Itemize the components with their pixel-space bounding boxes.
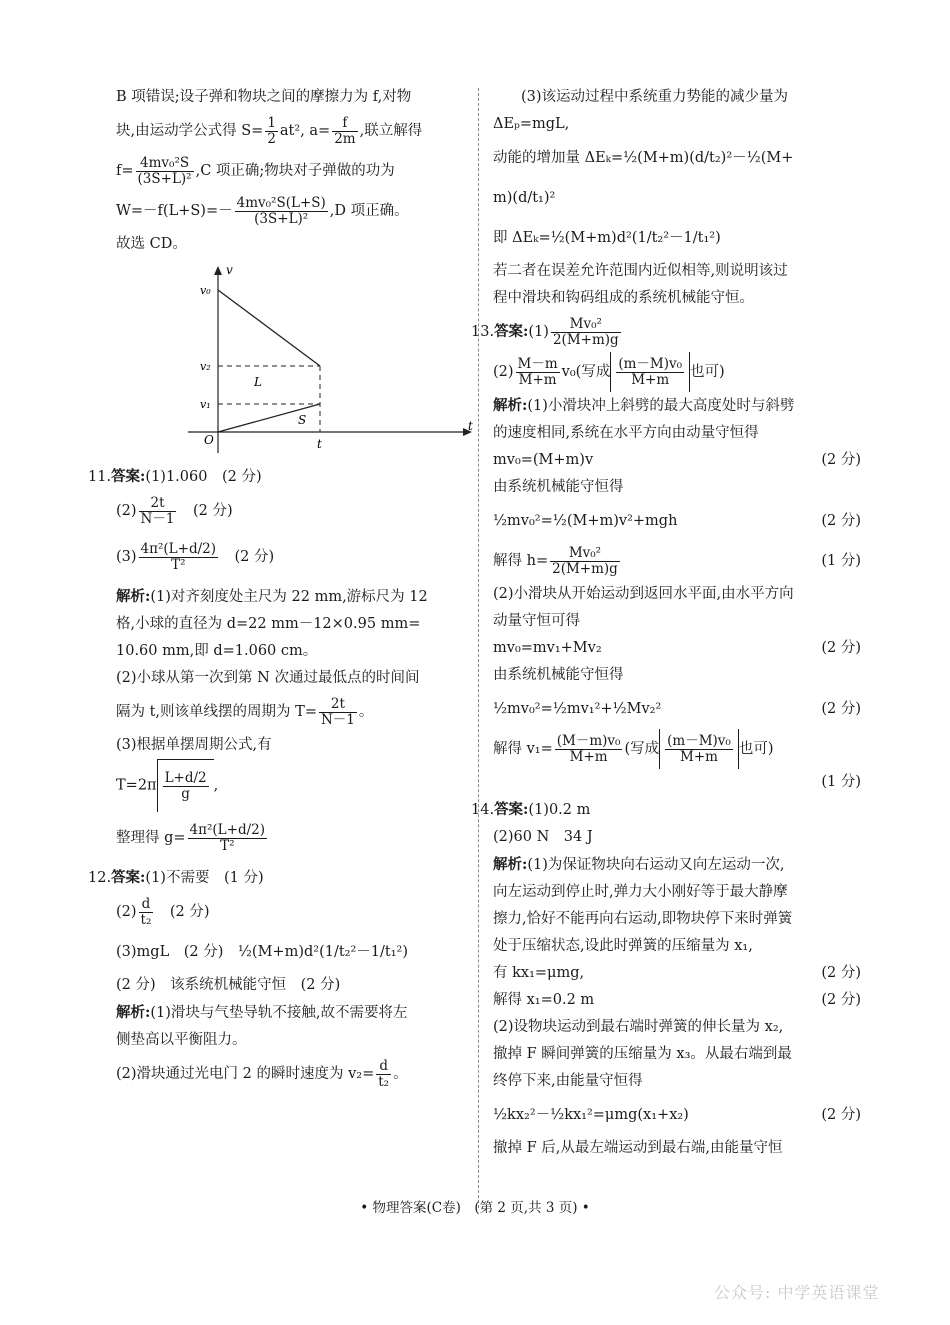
text-line: (3)根据单摆周期公式,有 — [116, 737, 272, 753]
text-line: (2)设物块运动到最右端时弹簧的伸长量为 x₂, — [493, 1019, 784, 1035]
fraction: $\frac{2t}{N-1}$ — [140, 494, 175, 527]
text-line: 处于压缩状态,设此时弹簧的压缩量为 x₁, — [493, 938, 753, 954]
fraction: $\frac{\text{4mv₀²S}}{\text{(3S+L)²}}$ — [137, 154, 192, 187]
text-line: 解得 v₁= $\frac{\text{(M－m)v₀}}{M+m}$ (写成 $\frac{\text{(m－M)v₀}}{M+m}$ 也可) — [493, 729, 861, 769]
text-line: T=2π $\frac{L+d/2}{g}$ , — [88, 759, 460, 812]
axis-label-t: t — [468, 419, 473, 433]
fraction: $\frac{\text{4mv₀²S(L+S)}}{\text{(3S+L)²}}$ — [236, 194, 326, 227]
text-line: 即 ΔEₖ=½(M+m)d²(1/t₂²－1/t₁²) — [493, 230, 721, 246]
text-line: 动量守恒可得 — [493, 613, 580, 629]
watermark: 公众号: 中学英语课堂 — [714, 1283, 880, 1302]
text-line: (3)mgL (2 分) ½(M+m)d²(1/t₂²－1/t₁²) — [116, 944, 409, 960]
text-line: ½kx₂²－½kx₁²=μmg(x₁+x₂) (2 分) — [493, 1107, 861, 1123]
text-line: 解析:(1)滑块与气垫导轨不接触,故不需要将左 — [116, 1004, 408, 1021]
text-line: (2)小球从第一次到第 N 次通过最低点的时间间 — [116, 670, 420, 686]
origin-label: O — [204, 433, 214, 447]
left-column — [88, 84, 473, 1094]
text-line: (2 分) 该系统机械能守恒 (2 分) — [116, 977, 341, 993]
fraction: $\frac{\text{Mv₀²}}{2(M+m)g}$ — [552, 544, 618, 577]
fraction: $\frac{f}{2m}$ — [334, 114, 356, 147]
text-line: 块,由运动学公式得 S= $\frac{1}{2}$ at², a= $\frac{f}{2m}$ ,联立解得 — [116, 114, 423, 147]
text-line: ½mv₀²=½(M+m)v²+mgh (2 分) — [493, 513, 861, 529]
text-line: ΔEₚ=mgL, — [493, 116, 570, 132]
fraction: $\frac{\text{(M－m)v₀}}{M+m}$ — [556, 732, 621, 765]
q14-answer: 14.答案:(1)0.2 m — [471, 801, 591, 818]
text-line: 解得 h= $\frac{\text{Mv₀²}}{2(M+m)g}$ (1 分) — [493, 544, 861, 577]
text-line: (2) $\frac{d}{\text{t₂}}$ (2 分) — [116, 895, 210, 928]
text-line: 动能的增加量 ΔEₖ=½(M+m)(d/t₂)²－½(M+ — [493, 150, 794, 166]
tick-v2: v₂ — [200, 360, 211, 373]
text-line: 程中滑块和钩码组成的系统机械能守恒。 — [493, 290, 754, 306]
text-line: mv₀=mv₁+Mv₂ (2 分) — [493, 640, 861, 656]
text-line: (2) $\frac{2t}{N-1}$ (2 分) — [116, 494, 233, 527]
axis-label-v: v — [226, 263, 233, 277]
fraction: $\frac{M-m}{M+m}$ — [517, 355, 558, 388]
text-line: 解得 x₁=0.2 m (2 分) — [493, 992, 861, 1008]
text-line: f= $\frac{\text{4mv₀²S}}{\text{(3S+L)²}}$ ,C 项正确;物块对子弹做的功为 — [116, 154, 395, 187]
text-line: (3) $\frac{\text{4π²(L+d/2)}}{\text{T²}}$ (2 分) — [116, 540, 275, 573]
fraction: $\frac{d}{\text{t₂}}$ — [140, 895, 152, 928]
label-S: S — [298, 413, 307, 427]
text-line: 有 kx₁=μmg, (2 分) — [493, 965, 861, 981]
text-line: 10.60 mm,即 d=1.060 cm。 — [116, 643, 318, 659]
text-line: 由系统机械能守恒得 — [493, 667, 624, 683]
column-divider — [478, 88, 479, 1208]
text-line: 解析:(1)小滑块冲上斜劈的最大高度处时与斜劈 — [493, 397, 795, 414]
text-line: 若二者在误差允许范围内近似相等,则说明该过 — [493, 263, 788, 279]
velocity-time-graph — [178, 258, 478, 463]
page-footer: • 物理答案(C卷) (第 2 页,共 3 页) • — [360, 1200, 590, 1216]
text-line: 解析:(1)为保证物块向右运动又向左运动一次, — [493, 856, 785, 873]
text-line: (3)该运动过程中系统重力势能的减少量为 — [521, 89, 789, 105]
text-line: 格,小球的直径为 d=22 mm－12×0.95 mm= — [116, 616, 421, 632]
q12-answer: 12.答案:(1)不需要 (1 分) — [88, 869, 264, 886]
text-line: mv₀=(M+m)v (2 分) — [493, 452, 861, 468]
text-line: (2)60 N 34 J — [493, 829, 593, 845]
text-line: 撤掉 F 后,从最左端运动到最右端,由能量守恒 — [493, 1140, 783, 1156]
fraction: $\frac{1}{2}$ — [267, 114, 276, 147]
fraction: $\frac{2t}{N-1}$ — [320, 695, 355, 728]
text-line: 擦力,恰好不能再向右运动,即物块停下来时弹簧 — [493, 911, 793, 927]
label-L: L — [254, 375, 262, 389]
fraction: $\frac{L+d/2}{g}$ — [164, 769, 207, 802]
text-line: 解析:(1)对齐刻度处主尺为 22 mm,游标尺为 12 — [116, 588, 428, 605]
fraction: $\frac{\text{(m－M)v₀}}{M+m}$ — [618, 355, 683, 388]
fraction: $\frac{d}{\text{t₂}}$ — [378, 1057, 390, 1090]
text-line: 隔为 t,则该单线摆的周期为 T= $\frac{2t}{N-1}$ 。 — [116, 695, 374, 728]
tick-t: t — [317, 437, 322, 451]
text-line: 整理得 g= $\frac{\text{4π²(L+d/2)}}{\text{T²}}$ — [116, 821, 266, 854]
text-line: 由系统机械能守恒得 — [493, 479, 624, 495]
text-line: (2)滑块通过光电门 2 的瞬时速度为 v₂= $\frac{d}{\text{t₂}}$ 。 — [116, 1057, 408, 1090]
text-line: 故选 CD。 — [116, 236, 187, 252]
fraction: $\frac{\text{4π²(L+d/2)}}{\text{T²}}$ — [189, 821, 266, 854]
right-column — [471, 84, 861, 1162]
fraction: $\frac{\text{(m－M)v₀}}{M+m}$ — [667, 732, 731, 765]
text-line: m)(d/t₁)² — [493, 190, 556, 206]
text-line: B 项错误;设子弹和物块之间的摩擦力为 f,对物 — [116, 89, 412, 105]
text-line: 向左运动到停止时,弹力大小刚好等于最大静摩 — [493, 884, 788, 900]
fraction: $\frac{\text{Mv₀²}}{2(M+m)g}$ — [552, 315, 619, 348]
q13-answer: 13.答案:(1) $\frac{\text{Mv₀²}}{2(M+m)g}$ — [471, 315, 619, 348]
text-line: 的速度相同,系统在水平方向由动量守恒得 — [493, 425, 759, 441]
q11-answer: 11.答案:(1)1.060 (2 分) — [88, 468, 262, 485]
text-line: 侧垫高以平衡阻力。 — [116, 1032, 247, 1048]
text-line: 终停下来,由能量守恒得 — [493, 1073, 643, 1089]
text-line: ½mv₀²=½mv₁²+½Mv₂² (2 分) — [493, 701, 861, 717]
text-line: W=－f(L+S)=－ $\frac{\text{4mv₀²S(L+S)}}{\text{(3S+L)²}}$ ,D 项正确。 — [116, 194, 409, 227]
fraction: $\frac{\text{4π²(L+d/2)}}{\text{T²}}$ — [140, 540, 217, 573]
text-line: (1 分) — [821, 774, 861, 790]
tick-v0: v₀ — [200, 284, 211, 297]
tick-v1: v₁ — [200, 398, 211, 411]
text-line: 撤掉 F 瞬间弹簧的压缩量为 x₃。从最右端到最 — [493, 1046, 792, 1062]
text-line: (2) $\frac{M-m}{M+m}$ v₀(写成 $\frac{\text{(m－M)v₀}}{M+m}$ 也可) — [493, 352, 861, 392]
text-line: (2)小滑块从开始运动到返回水平面,由水平方向 — [493, 586, 794, 602]
